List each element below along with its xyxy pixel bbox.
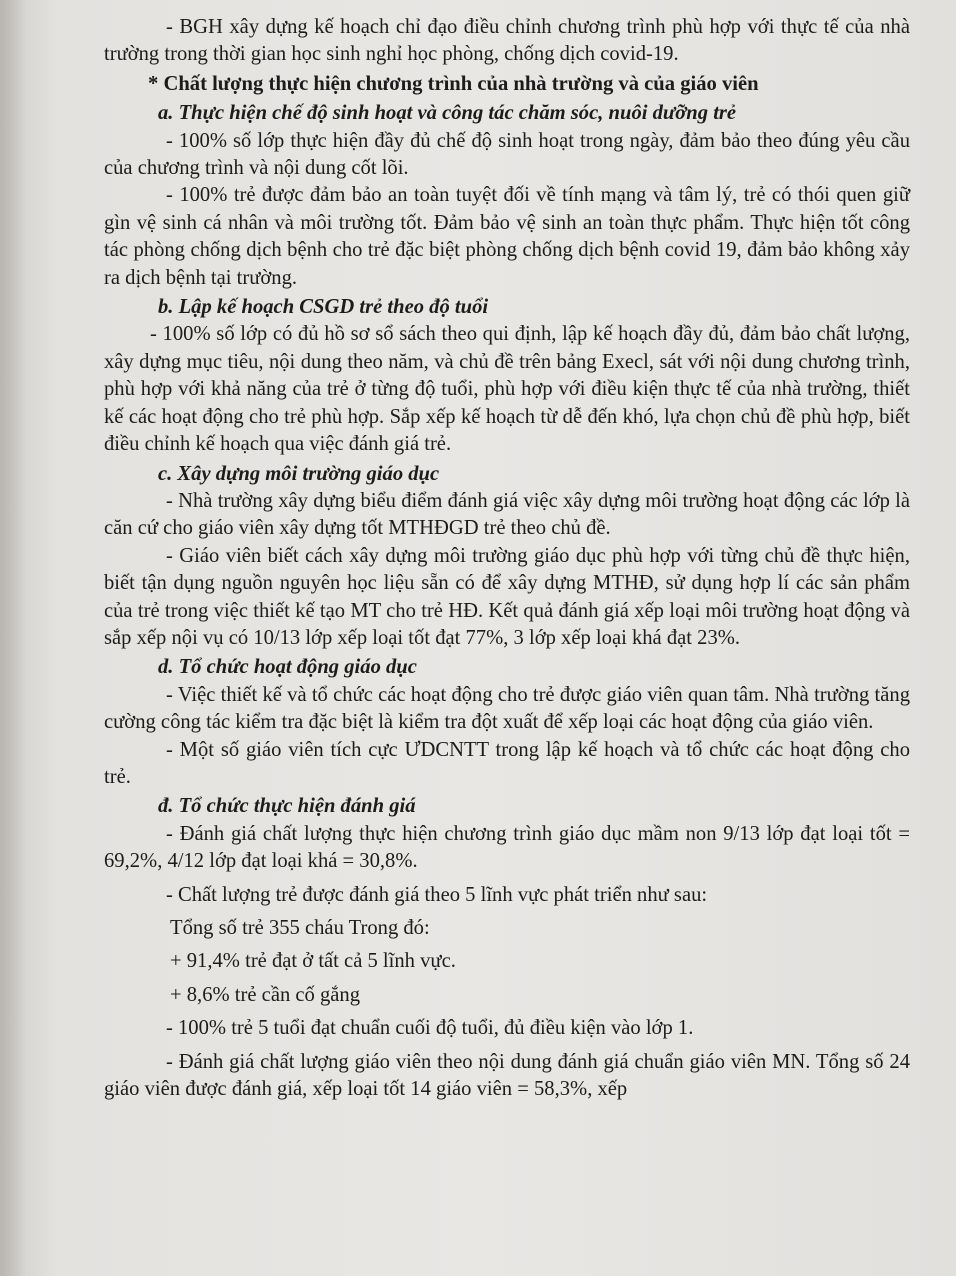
paragraph-dd-2: - Chất lượng trẻ được đánh giá theo 5 lĩnh vực phát triển như sau: bbox=[166, 883, 708, 906]
heading-section-dd: đ. Tổ chức thực hiện đánh giá bbox=[158, 795, 416, 818]
paragraph-five-year-olds: - 100% trẻ 5 tuổi đạt chuẩn cuối độ tuổi, đủ điều kiện vào lớp 1. bbox=[166, 1017, 694, 1040]
paragraph-total-children: Tổng số trẻ 355 cháu Trong đó: bbox=[170, 917, 430, 939]
paragraph-c-1: - Nhà trường xây dựng biểu điểm đánh giá việc xây dựng môi trường hoạt động các lớp là căn cứ cho giáo viên xây dựng tốt MTHĐGD trẻ theo chủ đề. bbox=[104, 489, 910, 540]
list-item-all-areas: + 91,4% trẻ đạt ở tất cả 5 lĩnh vực. bbox=[170, 950, 456, 973]
list-item-need-effort: + 8,6% trẻ cần cố gắng bbox=[170, 983, 361, 1006]
paragraph-d-1: - Việc thiết kế và tổ chức các hoạt động cho trẻ được giáo viên quan tâm. Nhà trường tăng cường công tác kiểm tra đặc biệt là kiểm tra đột xuất để xếp loại các hoạt động của giáo viên. bbox=[104, 683, 910, 734]
paragraph-d-2: - Một số giáo viên tích cực ƯDCNTT trong lập kế hoạch và tổ chức các hoạt động cho trẻ. bbox=[104, 738, 910, 788]
paragraph-b-1: - 100% số lớp có đủ hồ sơ sổ sách theo qui định, lập kế hoạch đầy đủ, đảm bảo chất lượng, xây dựng mục tiêu, nội dung theo năm, và chủ đề trên bảng Execl, sát với nội dung chương trình, phù hợp với khả năng của trẻ ở từng độ tuổi, phù hợp với điều kiện thực tế của nhà trường, thiết kế các hoạt động cho trẻ phù hợp. Sắp xếp kế hoạch từ dễ đến khó, lựa chọn chủ đề phù hợp, biết điều chỉnh kế hoạch qua việc đánh giá trẻ. bbox=[104, 323, 910, 456]
page-edge-shadow bbox=[0, 0, 26, 1276]
heading-section-b: b. Lập kế hoạch CSGD trẻ theo độ tuổi bbox=[158, 296, 489, 319]
paragraph-dd-1: - Đánh giá chất lượng thực hiện chương trình giáo dục mầm non 9/13 lớp đạt loại tốt = 69,2%, 4/12 lớp đạt loại khá = 30,8%. bbox=[104, 822, 910, 873]
paragraph-c-2: - Giáo viên biết cách xây dựng môi trường giáo dục phù hợp với từng chủ đề thực hiện, biết tận dụng nguồn nguyên học liệu sẵn có để xây dựng MTHĐ, sử dụng hợp lí các sản phẩm của trẻ trong việc thiết kế tạo MT cho trẻ HĐ. Kết quả đánh giá xếp loại môi trường hoạt động và sắp xếp nội vụ có 10/13 lớp xếp loại tốt đạt 77%, 3 lớp xếp loại khá đạt 23%. bbox=[104, 544, 910, 649]
paragraph-a-1: - 100% số lớp thực hiện đầy đủ chế độ sinh hoạt trong ngày, đảm bảo theo đúng yêu cầu của chương trình và nội dung cốt lõi. bbox=[104, 129, 910, 180]
paragraph-bgh-plan: - BGH xây dựng kế hoạch chỉ đạo điều chỉnh chương trình phù hợp với thực tế của nhà trường trong thời gian học sinh nghỉ học phòng, chống dịch covid-19. bbox=[104, 16, 910, 66]
heading-section-d: d. Tổ chức hoạt động giáo dục bbox=[158, 656, 417, 679]
heading-section-c: c. Xây dựng môi trường giáo dục bbox=[158, 462, 440, 485]
heading-section-a: a. Thực hiện chế độ sinh hoạt và công tác chăm sóc, nuôi dưỡng trẻ bbox=[158, 102, 737, 125]
paragraph-a-2: - 100% trẻ được đảm bảo an toàn tuyệt đối về tính mạng và tâm lý, trẻ có thói quen giữ gìn vệ sinh cá nhân và môi trường tốt. Đảm bảo vệ sinh an toàn thực phẩm. Thực hiện tốt công tác phòng chống dịch bệnh cho trẻ đặc biệt phòng chống dịch bệnh covid 19, đảm bảo không xảy ra dịch bệnh tại trường. bbox=[104, 184, 910, 289]
heading-program-quality: * Chất lượng thực hiện chương trình của nhà trường và của giáo viên bbox=[148, 72, 759, 95]
paragraph-teacher-evaluation: - Đánh giá chất lượng giáo viên theo nội dung đánh giá chuẩn giáo viên MN. Tổng số 24 giáo viên được đánh giá, xếp loại tốt 14 giáo viên = 58,3%, xếp bbox=[104, 1050, 910, 1101]
